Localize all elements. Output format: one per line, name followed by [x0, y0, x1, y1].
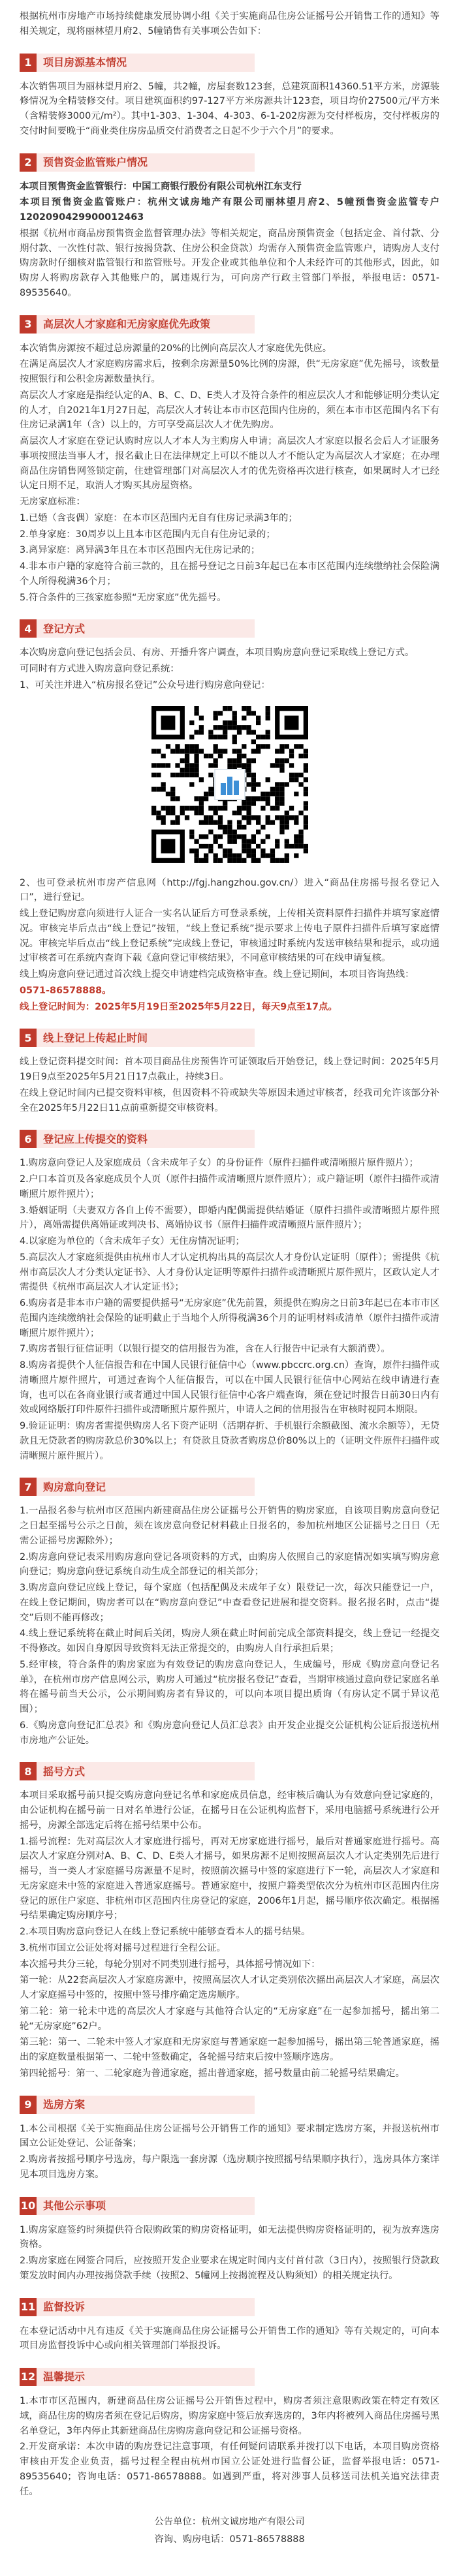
qr-code[interactable]	[151, 706, 308, 863]
paragraph: 本次购房意向登记包括会员、有房、开播升客户调查，本项目购房意向登记采取线上登记方式。	[20, 647, 415, 659]
intro-text: 根据杭州市房地产市场持续健康发展协调小组《关于实施商品住房公证摇号公开销售工作的通知》等相关规定，现将丽林望月府2、5幢销售有关事项公告如下：	[20, 11, 439, 37]
section-6	[20, 1130, 439, 1463]
section-number: 5	[20, 1029, 37, 1047]
paragraph: 第四轮摇号：第一、二轮家庭为普通家庭，摇出普通家庭，摇号数量由前二轮摇号结果确定。	[20, 2068, 405, 2079]
paragraph: 1.摇号流程：先对高层次人才家庭进行摇号，再对无房家庭进行摇号，最后对普通家庭进行摇号。高层次人才家庭分别对A、B、C、D、E类人才摇号，如果房源不足则按照高层次人才认定类别先后进行摇号，当一类人才家庭摇号房源量不足时，按照前次摇号中签的家庭进行下一轮，高层次人才家庭和无房家庭未中签的家庭进入普通家庭摇号。普通家庭中，按照户籍类型依次分为杭州市区范围内住房登记的原住户家庭、非杭州市区范围内住房登记的家庭，2006年1月起，摇号顺序依次确定。根据摇号结果确定购房顺序号；	[20, 1836, 439, 1921]
paragraph: 9.验证证明：购房者需提供购房人名下资产证明（活期存折、手机银行余额截图、流水余额等），无贷款且无贷款者的购房款总价30%以上；有贷款且贷款者购房总价80%以上的（证明文件原件扫描件或清晰照片原件照片）。	[20, 1421, 439, 1461]
paragraph: 本次销售项目为丽林望月府2、5幢，共2幢，房屋套数123套，总建筑面积14360.51平方米，房源装修情况为全精装修交付。项目建筑面积约97-127平方米房源共计123套，项目均价27500元/平方米（含精装修3000元/m²）。其中1-303、1-304、4-303、6-1-202房源为交付样板房，交付样板房的交付时间要晚于“商业类住房房品质交付消费者之日起不少于六个月”的要求。	[20, 81, 439, 136]
section-title: 登记方式	[43, 622, 86, 635]
section-number: 2	[20, 153, 37, 172]
section-header	[20, 619, 255, 638]
paragraph: 6.购房者是非本市户籍的需要提供摇号“无房家庭”优先前置，须提供在购房之日前3年起已在本市市区范围内连续缴纳社会保险的证明截止于当地个人所得税满36个月的证明材料或清单（原件扫描件或清晰照片原件照片）；	[20, 1298, 439, 1339]
section-header	[20, 153, 255, 172]
paragraph: 线上购房意向登记通过首次线上提交申请建档完成资格审查。线上登记期间，本项目咨询热线：	[20, 969, 415, 980]
paragraph: 3.杭州市国立公证处将对摇号过程进行全程公证。	[20, 1942, 226, 1953]
paragraph: 2.购房者按摇号顺序号选房，每户限选一套房源（选房顺序按照摇号结果顺序执行），选房具体方案详见本项目选房方案。	[20, 2154, 439, 2180]
paragraph: 3.购房意向登记应线上登记，每个家庭（包括配偶及未成年子女）限登记一次，每次只能登记一户，在线上登记期间，购房者可以在“购房意向登记”中查看登记进展和提交资料。报名报名时，点击“提交”后则不能再修改；	[20, 1583, 439, 1623]
paragraph: 可同时有方式进入购房意向登记系统：	[20, 664, 180, 674]
section-title: 线上登记上传起止时间	[43, 1031, 148, 1044]
section-number: 9	[20, 2096, 37, 2114]
paragraph: 高层次人才家庭在登记认购时应以人才本人为主购房人申请；高层次人才家庭以报名会后人才证服务事项按照法当事人才，报名截止日在法律规定上可以不能以人才不能认定为高层次人才家庭；在办理商品住房销售网签锁定前，住建管理部门对高层次人才的优先资格再次进行核查，如果属时人才已经认定日期不足，取消人才购买其房屋资格。	[20, 436, 439, 491]
section-number: 8	[20, 1762, 37, 1780]
hotline-phone: 0571-86578888。	[20, 985, 112, 996]
paragraph: 4.以家庭为单位的（含未成年子女）无住房情况证明；	[20, 1236, 245, 1247]
paragraph: 1.本市市区范围内，新建商品住房公证摇号公开销售过程中，购房者须注意限购政策在特定有效区域，商品住房的购房者须在登记后购房，购房家庭中签后放弃选房的，3年内将被列入商品住房摇号黑名单登记，3年内停止其新建商品住房购房意向登记和公证摇号资格。	[20, 2396, 439, 2436]
paragraph: 第一轮：从22套高层次人才家庭房源中，按照高层次人才认定类别依次摇出高层次人才家庭，高层次人才家庭摇号中签的，按照中签号排序确定选房顺序。	[20, 1975, 439, 2000]
section-4	[20, 619, 439, 1014]
section-header	[20, 1130, 255, 1148]
section-header	[20, 2096, 255, 2114]
paragraph: 线上登记资料提交时间：首本项目商品住房预售许可证领取后开始登记，线上登记时间：2025年5月19日9点至2025年5月21日17点截止，持续3日。	[20, 1057, 439, 1082]
qr-wrapper	[20, 706, 439, 863]
section-header	[20, 2197, 255, 2215]
section-title: 其他公示事项	[43, 2199, 106, 2212]
section-number: 10	[20, 2197, 37, 2215]
paragraph: 2.户口本首页及各家庭成员个人页（原件扫描件或清晰照片原件照片）；或户籍证明（原件扫描件或清晰照片原件照片）；	[20, 1174, 439, 1200]
paragraph: 7.购房者银行征信证明（以银行提交的信用报告为准，含在人行报告中记录有大额消费）。	[20, 1344, 390, 1355]
section-10	[20, 2197, 439, 2284]
paragraph: 5.经审核，符合条件的购房家庭为有效登记的购房意向登记人，生成编号，形成《购房意向登记名单》，在杭州市房产信息网公示，购房人可通过“杭房报名登记”查看，当期审核通过意向登记家庭名单将在摇号前当天公示，公示期间购房者有异议的，可以向本项目提出质询（有房认定不属于异议范围）；	[20, 1659, 439, 1715]
section-title: 摇号方式	[43, 1765, 86, 1778]
page-root	[20, 9, 439, 2547]
paragraph: 2.本项目购房意向登记人在线上登记系统中能够查看本人的摇号结果。	[20, 1927, 311, 1937]
paragraph: 1.购房家庭签约时须提供符合限购政策的购房资格证明，如无法提供购房资格证明的，视为放弃选房资格。	[20, 2224, 439, 2250]
paragraph: 第二轮：第一轮未中选的高层次人才家庭与其他符合认定的“无房家庭”在一起参加摇号，摇出第二轮“无房家庭”62户。	[20, 2006, 439, 2032]
section-title: 选房方案	[43, 2098, 86, 2111]
section-title: 温馨提示	[43, 2370, 86, 2383]
footer-phone: 咨询、购房电话：0571-86578888	[154, 2534, 305, 2545]
paragraph: 3.离异家庭：离异满3年且在本市区范围内无住房记录的；	[20, 545, 261, 556]
paragraph: 5.符合条件的三孩家庭参照“无房家庭”优先摇号。	[20, 592, 227, 603]
paragraph: 8.购房者提供个人征信报告和在中国人民银行征信中心（www.pbccrc.org.cn）查询，原件扫描件或清晰照片原件照片，可通过查询个人征信报告，可以在中国人民银行征信中心网站在线申请进行查询，也可以在各商业银行或者通过中国人民银行征信中心客户端查询，须在登记时报告日前30日内有效或网络版打印件原件扫描件或清晰照片原件照片，申请人之间的信用报告在审核时视同本期限。	[20, 1360, 439, 1416]
section-header	[20, 315, 255, 334]
section-8	[20, 1762, 439, 2081]
paragraph: 2、也可登录杭州市房产信息网（http://fgj.hangzhou.gov.cn/）进入“商品住房摇号报名登记入口”，进行登记。	[20, 877, 439, 903]
section-7	[20, 1478, 439, 1748]
paragraph: 线上登记购房意向须进行人证合一实名认证后方可登录系统，上传相关资料原件扫描件并填写家庭情况。审核完毕后点击“线上登记”按钮，“线上登记系统”提示要求上传电子原件扫描件后填写家庭情况。审核完毕后点击“线上登记系统”完成线上登记，审核通过时系统内发送审核结果和提示，或功通过审核者可在系统内查询下载《意向登记审核结果》，不同意审核结果的可在线申请复核。	[20, 908, 439, 964]
section-header	[20, 54, 255, 72]
section-number: 6	[20, 1130, 37, 1148]
section-number: 1	[20, 54, 37, 72]
section-3	[20, 315, 439, 606]
section-title: 预售资金监管账户情况	[43, 155, 148, 168]
section-header	[20, 2368, 255, 2386]
paragraph: 本次销售房源按不超过总房源量的20%的比例向高层次人才家庭优先供应。	[20, 343, 332, 354]
section-number: 12	[20, 2368, 37, 2386]
paragraph: 在满足高层次人才家庭购房需求后，按剩余房源量50%比例的房源，供“无房家庭”优先摇号，该数量按照银行和公积金房源数量执行。	[20, 359, 439, 384]
sections-container	[20, 54, 439, 2500]
paragraph: 无房家庭标准：	[20, 497, 86, 507]
paragraph: 1.一品报名参与杭州市区范围内新建商品住房公证摇号公开销售的购房家庭，自该项目购房意向登记之日起至摇号公示之日前，须在该房意向登记材料截止日报名的，参加杭州地区公证摇号之日日（无需公证摇号房源除外）；	[20, 1506, 439, 1546]
section-title: 高层次人才家庭和无房家庭优先政策	[43, 317, 211, 330]
paragraph: 2.购房意向登记表采用购房意向登记各项资料的方式，由购房人依照自己的家庭情况如实填写购房意向登记；购房意向登记系统自动生成全部登记的相关部分；	[20, 1551, 439, 1577]
registration-time: 线上登记时间为：2025年5月19日至2025年5月22日，每天9点至17点。	[20, 1001, 338, 1012]
footer	[20, 2515, 439, 2547]
paragraph: 3.婚姻证明（夫妻双方各自上传不需要），即婚内配偶需提供结婚证（原件扫描件或清晰照片原件照片），离婚需提供离婚证或判决书、离婚协议书（原件扫描件或清晰照片原件照片）；	[20, 1205, 439, 1231]
section-11	[20, 2298, 439, 2354]
section-9	[20, 2096, 439, 2182]
paragraph: 2.单身家庭：30周岁以上且本市区范围内无自有住房记录的；	[20, 529, 276, 540]
section-12	[20, 2368, 439, 2499]
section-title: 登记应上传提交的资料	[43, 1132, 148, 1145]
paragraph: 6.《购房意向登记汇总表》和《购房意向登记人员汇总表》由开发企业提交公证机构公证后报送杭州市房地产公证处。	[20, 1720, 439, 1746]
paragraph: 在线上登记时间内已提交资料审核，但因资料不符或缺失等原因未通过审核者，经我司允许该部分补全在2025年5月22日11点前重新提交审核资料。	[20, 1087, 439, 1113]
section-1	[20, 54, 439, 139]
paragraph: 4.线上登记系统将在截止时间后关闭，购房人须在截止时间前完成全部资料提交，线上登记一经提交不得修改。如因自身原因导致资料无法正常提交的，由购房人自行承担后果；	[20, 1628, 439, 1654]
section-header	[20, 1762, 255, 1780]
paragraph: 第三轮：第一、二轮未中签人才家庭和无房家庭与普通家庭一起参加摇号，摇出第三轮普通家庭，摇出的家庭数量根据第一、二轮中签数确定，各轮摇号结束后按中签顺序选房。	[20, 2037, 439, 2062]
section-header	[20, 2298, 255, 2316]
section-header	[20, 1029, 255, 1047]
paragraph: 本次摇号共分三轮，每轮分别对不同类别进行摇号，具体摇号情况如下：	[20, 1959, 321, 1970]
section-title: 购房意向登记	[43, 1480, 106, 1493]
section-title: 项目房源基本情况	[43, 55, 127, 69]
section-title: 监督投诉	[43, 2300, 86, 2313]
paragraph: 在本登记活动中凡有违反《关于实施商品住房公证摇号公开销售工作的通知》等有关规定的，可向本项目房监督投诉中心或向相关管理部门举报投诉。	[20, 2325, 439, 2351]
paragraph: 1.已婚（含丧偶）家庭：在本市区范围内无自有住房记录满3年的；	[20, 512, 298, 523]
footer-company: 公告单位：杭州文诚房地产有限公司	[154, 2517, 305, 2528]
section-header	[20, 1478, 255, 1496]
house-logo-icon	[214, 769, 245, 800]
paragraph: 高层次人才家庭是指经认定的A、B、C、D、E类人才及符合条件的相应层次人才和能够证明分类认定的人才，自2021年1月27日起，高层次人才转让本市市区范围内住房的，须在本市市区范围内名下有住房记录满1年（含）以上的，方可享受高层次人才优先购房。	[20, 390, 439, 431]
paragraph: 1.本公司根据《关于实施商品住房公证摇号公开销售工作的通知》要求制定选房方案，并报送杭州市国立公证处登记、公证备案；	[20, 2123, 439, 2149]
paragraph: 1、可关注并进入“杭房报名登记”公众号进行购房意向登记：	[20, 679, 270, 691]
paragraph: 2.购房家庭在网签合同后，应按照开发企业要求在规定时间内支付首付款（3日内），按照银行贷款政策发放时间内办理按揭贷款手续（按照2、5幢网上按揭流程及认购须知）的相关规定执行。	[20, 2256, 439, 2281]
paragraph: 2.开发商承诺：本次申请的购房登记注意事项，有任何疑问请联系并拨打以下电话，本项目购房资格审核由开发企业负责，摇号过程全程由杭州市国立公证处进行监督公证，监督举报电话：0571-89535640；咨询电话：0571-86578888。如遇到严重，将对涉事人员移送司法机关追究法律责任。	[20, 2442, 439, 2497]
paragraph: 本项目采取摇号前只提交购房意向登记名单和家庭成员信息，经审核后确认为有效意向登记家庭的，由公证机构在摇号前一日对名单进行公证，在摇号日在公证机构监督下，采用电脑摇号系统进行公开摇号，房源全部选定后将在摇号结果中公布。	[20, 1790, 439, 1831]
section-number: 7	[20, 1478, 37, 1496]
paragraph: 本项目预售资金监管账户：杭州文诚房地产有限公司丽林望月府2、5幢预售资金监管专户1202090429900012463	[20, 197, 439, 223]
paragraph: 1.购房意向登记人及家庭成员（含未成年子女）的身份证件（原件扫描件或清晰照片原件照片）；	[20, 1158, 419, 1169]
paragraph: 根据《杭州市商品房预售资金监督管理办法》等相关规定，商品房预售资金（包括定金、首付款、分期付款、一次性付款、银行按揭贷款、住房公积金贷款）均需存入预售资金监管账户，请购房人支付购房款时仔细核对监管银行和监管账号。开发企业或其他单位和个人未经许可的其他形式，因此，如购房人将购房款存入其他账户的，属违规行为，可向房产行政主管部门举报，举报电话：0571-89535640。	[20, 228, 439, 298]
paragraph: 本项目预售资金监管银行：中国工商银行股份有限公司杭州江东支行	[20, 181, 302, 192]
section-number: 11	[20, 2298, 37, 2316]
section-number: 4	[20, 619, 37, 638]
section-2	[20, 153, 439, 301]
paragraph: 4.非本市户籍的家庭符合前三款的，且在摇号登记之日前3年起已在本市区范围内连续缴纳社会保险满个人所得税满36个月；	[20, 561, 439, 587]
section-number: 3	[20, 315, 37, 334]
section-5	[20, 1029, 439, 1115]
paragraph: 5.高层次人才家庭须提供由杭州市人才认定机构出具的高层次人才身份认定证明（原件）；需提供《杭州市高层次人才分类认定证书》、人才身份认定证明等原件扫描件或清晰照片原件照片，区政认定人才需提供《杭州市高层次人才认定证书》；	[20, 1252, 439, 1293]
